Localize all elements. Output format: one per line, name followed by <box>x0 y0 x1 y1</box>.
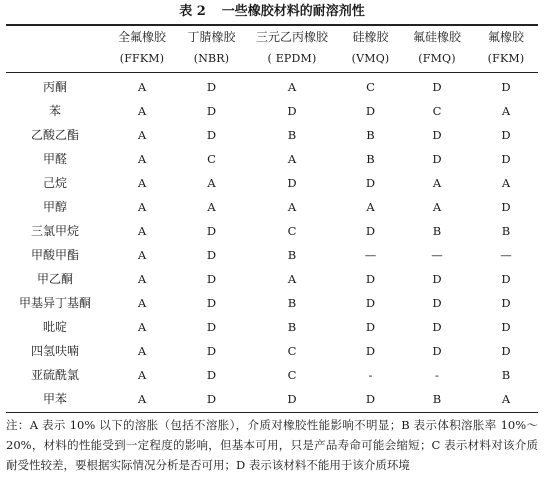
rating-cell: D <box>206 368 217 382</box>
rating-cell: D <box>206 392 217 406</box>
table-row <box>6 291 538 315</box>
rating-cell: B <box>432 392 442 406</box>
table-row <box>6 267 538 291</box>
solvent-cell: 甲酸甲酯 <box>30 248 79 262</box>
rating-cell: — <box>364 248 377 262</box>
solvent-cell: 丙酮 <box>42 80 67 94</box>
rating-cell: D <box>365 104 376 118</box>
rating-cell: A <box>207 200 216 214</box>
solvent-cell: 苯 <box>48 104 61 118</box>
rating-cell: D <box>501 152 511 166</box>
rating-cell: A <box>137 392 147 406</box>
rating-cell: B <box>287 248 297 262</box>
rating-cell: D <box>365 344 376 358</box>
table-row <box>6 147 538 171</box>
rating-cell: A <box>137 152 147 166</box>
rating-cell: D <box>432 296 442 310</box>
solvent-cell: 甲乙酮 <box>36 272 73 286</box>
rating-cell: A <box>137 272 147 286</box>
rating-cell: A <box>137 176 147 190</box>
table-row <box>6 171 538 195</box>
header-code: (FFKM) <box>119 52 165 65</box>
rating-cell: A <box>501 392 511 406</box>
rating-cell: D <box>432 272 442 286</box>
header-code: ( EPDM) <box>267 52 317 65</box>
rating-cell: A <box>432 176 442 190</box>
table-title <box>0 3 544 21</box>
header-code: (FMQ) <box>418 52 456 65</box>
rating-cell: D <box>501 200 511 214</box>
rating-cell: D <box>287 392 297 406</box>
header-name: 丁腈橡胶 <box>187 30 236 44</box>
solvent-cell: 甲醇 <box>42 200 67 214</box>
rating-cell: D <box>365 392 376 406</box>
rating-cell: D <box>432 128 442 142</box>
solvent-cell: 乙酸乙酯 <box>30 128 79 142</box>
header-rule <box>6 72 538 73</box>
rating-cell: A <box>137 344 147 358</box>
rating-cell: A <box>137 296 147 310</box>
rating-cell: A <box>432 200 442 214</box>
rating-cell: D <box>206 344 217 358</box>
rating-cell: C <box>287 224 297 238</box>
rating-cell: D <box>432 344 442 358</box>
rating-cell: D <box>432 152 442 166</box>
rating-cell: D <box>287 104 297 118</box>
rating-cell: B <box>366 128 375 142</box>
rating-cell: D <box>501 296 511 310</box>
solvent-cell: 甲醛 <box>42 152 67 166</box>
rating-cell: A <box>287 152 297 166</box>
table-row <box>6 363 538 387</box>
rating-cell: A <box>137 248 147 262</box>
rating-cell: A <box>137 368 147 382</box>
rating-cell: D <box>365 272 376 286</box>
rating-cell: D <box>501 344 511 358</box>
table-number: 表 2 <box>179 4 206 19</box>
rating-cell: B <box>501 224 511 238</box>
table-header-names <box>6 28 538 46</box>
rating-cell: - <box>368 368 373 382</box>
table-row <box>6 387 538 411</box>
rating-cell: D <box>365 296 376 310</box>
table-row <box>6 219 538 243</box>
rating-cell: A <box>501 104 511 118</box>
top-rule <box>6 24 538 26</box>
rating-cell: A <box>207 176 216 190</box>
rating-cell: A <box>287 200 297 214</box>
rating-cell: D <box>206 248 217 262</box>
rating-cell: D <box>365 176 376 190</box>
rating-cell: B <box>287 320 297 334</box>
rating-cell: D <box>206 296 217 310</box>
table-row <box>6 315 538 339</box>
rating-cell: D <box>287 176 297 190</box>
rating-cell: B <box>287 296 297 310</box>
rating-cell: D <box>501 80 511 94</box>
table-row <box>6 339 538 363</box>
header-name: 氟橡胶 <box>487 30 524 44</box>
rating-cell: C <box>287 368 297 382</box>
rating-cell: D <box>206 272 217 286</box>
rating-cell: A <box>287 272 297 286</box>
header-code: (VMQ) <box>351 52 390 65</box>
table-row <box>6 99 538 123</box>
rating-cell: D <box>501 320 511 334</box>
rating-cell: B <box>287 128 297 142</box>
rating-cell: A <box>137 104 147 118</box>
rating-cell: D <box>365 224 376 238</box>
solvent-cell: 四氢呋喃 <box>30 344 79 358</box>
header-code: (FKM) <box>487 52 525 65</box>
solvent-cell: 三氯甲烷 <box>30 224 79 238</box>
table-row <box>6 75 538 99</box>
rating-cell: A <box>137 320 147 334</box>
rating-cell: A <box>137 128 147 142</box>
solvent-cell: 甲苯 <box>42 392 67 406</box>
header-code: (NBR) <box>193 52 230 65</box>
rating-cell: D <box>206 80 217 94</box>
rating-cell: A <box>137 224 147 238</box>
table-row <box>6 123 538 147</box>
solvent-cell: 己烷 <box>42 176 67 190</box>
header-name: 硅橡胶 <box>352 30 389 44</box>
rating-cell: D <box>206 224 217 238</box>
rating-cell: D <box>365 320 376 334</box>
rating-cell: D <box>206 128 217 142</box>
header-name: 氟硅橡胶 <box>412 30 461 44</box>
rating-cell: C <box>432 104 442 118</box>
rating-cell: A <box>137 200 147 214</box>
table-footnote: 注：A 表示 10% 以下的溶胀（包括不溶胀），介质对橡胶性能影响不明显；B 表示体积溶胀率 10%～20%，材料的性能受到一定程度的影响，但基本可用，只是产品寿命可能会缩短；C 表示材料对该介质耐受性较差，要根据实际情况分析是否可用；D 表示该材料不能用于该介质环境 <box>6 418 538 472</box>
solvent-cell: 亚硫酰氯 <box>30 368 79 382</box>
rating-cell: D <box>501 128 511 142</box>
rating-cell: — <box>431 248 443 262</box>
header-name: 三元乙丙橡胶 <box>255 30 328 44</box>
rating-cell: C <box>207 152 216 166</box>
rating-cell: D <box>501 272 511 286</box>
rating-cell: B <box>432 224 442 238</box>
rating-cell: B <box>366 152 375 166</box>
rating-cell: D <box>432 80 442 94</box>
rating-cell: D <box>432 320 442 334</box>
table-row <box>6 243 538 267</box>
bottom-rule <box>6 412 538 413</box>
rating-cell: A <box>287 80 297 94</box>
table-title-text: 一些橡胶材料的耐溶剂性 <box>221 4 365 19</box>
rating-cell: C <box>287 344 297 358</box>
rating-cell: C <box>366 80 375 94</box>
table-header-codes <box>6 50 538 68</box>
header-name: 全氟橡胶 <box>117 30 166 44</box>
rating-cell: D <box>206 104 217 118</box>
solvent-cell: 吡啶 <box>42 320 67 334</box>
table-row <box>6 195 538 219</box>
rating-cell: A <box>366 200 375 214</box>
rating-cell: — <box>500 248 512 262</box>
rating-cell: A <box>137 80 147 94</box>
rating-cell: B <box>501 368 511 382</box>
rating-cell: - <box>435 368 439 382</box>
rating-cell: D <box>206 320 217 334</box>
solvent-cell: 甲基异丁基酮 <box>18 296 91 310</box>
rating-cell: A <box>501 176 511 190</box>
